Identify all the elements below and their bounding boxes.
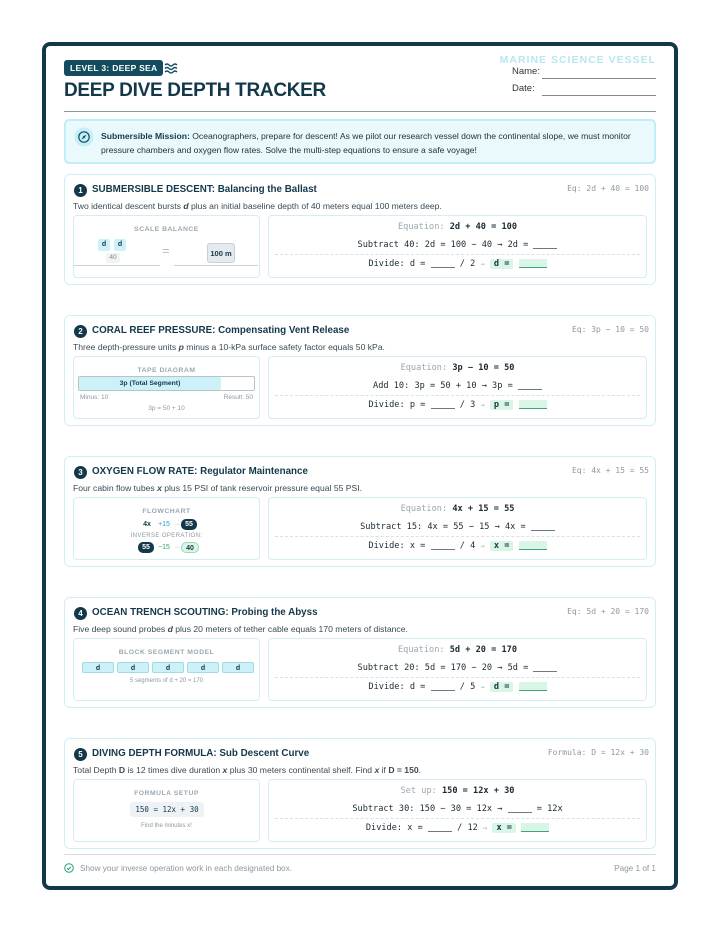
final-answer-blank[interactable] [519, 400, 547, 409]
inverse-label: INVERSE OPERATION: [130, 533, 203, 539]
date-field[interactable] [512, 83, 535, 94]
footer-note: Show your inverse operation work in each designated box. [80, 864, 293, 873]
answer-blank[interactable] [533, 241, 557, 249]
formula-caption: Find the minutes x! [141, 823, 192, 829]
equation-tag: Eq: 4x + 15 = 55 [571, 466, 649, 475]
answer-blank[interactable] [428, 824, 452, 832]
visual-title: FLOWCHART [142, 508, 191, 515]
answer-label: p = [490, 400, 514, 410]
problem-number: 1 [74, 184, 87, 197]
step-line: Subtract 40: 2d = 100 − 40 → 2d = [269, 240, 646, 250]
final-answer-blank[interactable] [521, 823, 549, 832]
result-weight: 100 m [207, 243, 235, 263]
work-box[interactable] [268, 356, 647, 419]
worksheet-content [64, 46, 656, 886]
step-line: Subtract 15: 4x = 55 − 15 → 4x = [269, 522, 646, 532]
variable-block: d [114, 239, 126, 251]
tape-caption: 3p = 50 + 10 [148, 405, 185, 412]
problem-card-2 [64, 315, 656, 426]
answer-label: d = [490, 682, 514, 692]
block-model-visual [73, 638, 260, 701]
step-line: Subtract 20: 5d = 170 − 20 → 5d = [269, 663, 646, 673]
final-line: Divide: d = / 5 → d = [269, 682, 646, 692]
flowchart-visual [73, 497, 260, 560]
final-line: Divide: d = / 2 → d = [269, 259, 646, 269]
right-pan [174, 265, 258, 266]
variable-block: d [98, 239, 110, 251]
problem-number: 2 [74, 325, 87, 338]
worksheet-frame [42, 42, 678, 890]
problem-card-3 [64, 456, 656, 567]
inverse-operation: −15 [158, 544, 170, 551]
divider [275, 395, 640, 396]
step-line: Add 10: 3p = 50 + 10 → 3p = [269, 381, 646, 391]
answer-blank[interactable] [431, 260, 455, 268]
equation-tag: Formula: D = 12x + 30 [547, 748, 649, 757]
tape-minus: Minus: 10 [80, 394, 109, 401]
final-answer-blank[interactable] [519, 541, 547, 550]
header-divider [64, 111, 656, 112]
answer-blank[interactable] [531, 523, 555, 531]
problem-description: Total Depth D is 12 times dive duration x plus 30 meters continental shelf. Find x if D = 150. [73, 765, 422, 775]
block-caption: 5 segments of d + 20 = 170 [129, 678, 204, 684]
answer-blank[interactable] [533, 664, 557, 672]
equation-line: Equation: 2d + 40 = 100 [397, 222, 518, 232]
answer-label: x = [490, 541, 514, 551]
divider [275, 677, 640, 678]
problem-title: DIVING DEPTH FORMULA: Sub Descent Curve [92, 748, 310, 759]
name-label: Name: [512, 66, 540, 77]
problem-card-5 [64, 738, 656, 849]
equation-line: Equation: 4x + 15 = 55 [400, 504, 515, 514]
footer-divider [64, 854, 656, 855]
level-badge: LEVEL 3: DEEP SEA [64, 60, 163, 76]
equation-tag: Eq: 5d + 20 = 170 [567, 607, 649, 616]
final-line: Divide: x = / 12 → x = [269, 823, 646, 833]
mission-body: Oceanographers, prepare for descent! As we pilot our research vessel down the continental slope, we must monitor pressure chambers and oxygen flow rates. Solve the multi-step equations to ensure a safe voyage! [101, 131, 631, 155]
inverse-end: 40 [181, 542, 199, 553]
date-line [542, 95, 656, 96]
equation-tag: Eq: 3p − 10 = 50 [571, 325, 649, 334]
answer-blank[interactable] [431, 401, 455, 409]
date-label: Date: [512, 83, 535, 94]
divider [275, 536, 640, 537]
final-line: Divide: p = / 3 → p = [269, 400, 646, 410]
answer-blank[interactable] [431, 683, 455, 691]
final-answer-blank[interactable] [519, 259, 547, 268]
segment-block: d [222, 662, 254, 673]
divider [275, 254, 640, 255]
segment-block: d [187, 662, 219, 673]
check-circle-icon [64, 863, 74, 873]
problem-title: OXYGEN FLOW RATE: Regulator Maintenance [92, 466, 308, 477]
flow-arrow: → [174, 521, 180, 527]
problem-card-1 [64, 174, 656, 285]
tape-segment: 3p (Total Segment) [79, 377, 221, 390]
name-line [542, 78, 656, 79]
work-box[interactable] [268, 215, 647, 278]
mission-text [101, 129, 644, 157]
answer-blank[interactable] [431, 542, 455, 550]
work-box[interactable] [268, 779, 647, 842]
answer-blank[interactable] [508, 805, 532, 813]
problem-description: Three depth-pressure units p minus a 10-kPa surface safety factor equals 50 kPa. [73, 342, 385, 352]
tape-diagram-visual [73, 356, 260, 419]
equation-line: Set up: 150 = 12x + 30 [400, 786, 515, 796]
inverse-arrow: → [174, 544, 180, 550]
divider [275, 818, 640, 819]
visual-title: BLOCK SEGMENT MODEL [118, 649, 215, 656]
answer-label: d = [490, 259, 514, 269]
problem-description: Five deep sound probes d plus 20 meters of tether cable equals 170 meters of distance. [73, 624, 408, 634]
left-pan [74, 265, 160, 266]
problem-title: SUBMERSIBLE DESCENT: Balancing the Ballast [92, 184, 317, 195]
final-line: Divide: x = / 4 → x = [269, 541, 646, 551]
work-box[interactable] [268, 638, 647, 701]
problem-card-4 [64, 597, 656, 708]
scale-balance-visual [73, 215, 260, 278]
compass-icon [74, 127, 94, 147]
answer-label: x = [492, 823, 516, 833]
problem-number: 3 [74, 466, 87, 479]
visual-title: FORMULA SETUP [134, 790, 199, 797]
equation-tag: Eq: 2d + 40 = 100 [567, 184, 649, 193]
name-field[interactable] [512, 66, 540, 77]
flow-start: 4x [143, 521, 151, 528]
step-line: Subtract 30: 150 − 30 = 12x → = 12x [352, 804, 563, 814]
problem-number: 5 [74, 748, 87, 761]
visual-title: SCALE BALANCE [134, 226, 199, 233]
segment-block: d [82, 662, 114, 673]
equation-line: Equation: 5d + 20 = 170 [397, 645, 518, 655]
segment-block: d [117, 662, 149, 673]
flow-end: 55 [181, 519, 197, 530]
visual-title: TAPE DIAGRAM [137, 367, 196, 374]
weight-block: 40 [106, 253, 120, 263]
page-number: Page 1 of 1 [614, 864, 656, 873]
problem-description: Two identical descent bursts d plus an initial baseline depth of 40 meters equal 100 meters deep. [73, 201, 442, 211]
formula-setup-visual [73, 779, 260, 842]
final-answer-blank[interactable] [519, 682, 547, 691]
segment-block: d [152, 662, 184, 673]
problem-title: OCEAN TRENCH SCOUTING: Probing the Abyss [92, 607, 318, 618]
problem-title: CORAL REEF PRESSURE: Compensating Vent Release [92, 325, 350, 336]
mission-label: Submersible Mission: [101, 131, 190, 141]
inverse-start: 55 [138, 542, 154, 553]
work-box[interactable] [268, 497, 647, 560]
equals-sign: = [162, 243, 170, 258]
tape-result: Result: 50 [223, 394, 253, 401]
waves-icon [164, 61, 178, 75]
problem-number: 4 [74, 607, 87, 620]
formula-box: 150 = 12x + 30 [130, 802, 204, 817]
watermark-text: MARINE SCIENCE VESSEL [499, 54, 656, 66]
mission-callout [64, 119, 656, 164]
equation-line: Equation: 3p − 10 = 50 [400, 363, 515, 373]
answer-blank[interactable] [518, 382, 542, 390]
problem-description: Four cabin flow tubes x plus 15 PSI of tank reservoir pressure equal 55 PSI. [73, 483, 363, 493]
page-title: DEEP DIVE DEPTH TRACKER [64, 80, 326, 101]
flow-operation: +15 [158, 521, 170, 528]
